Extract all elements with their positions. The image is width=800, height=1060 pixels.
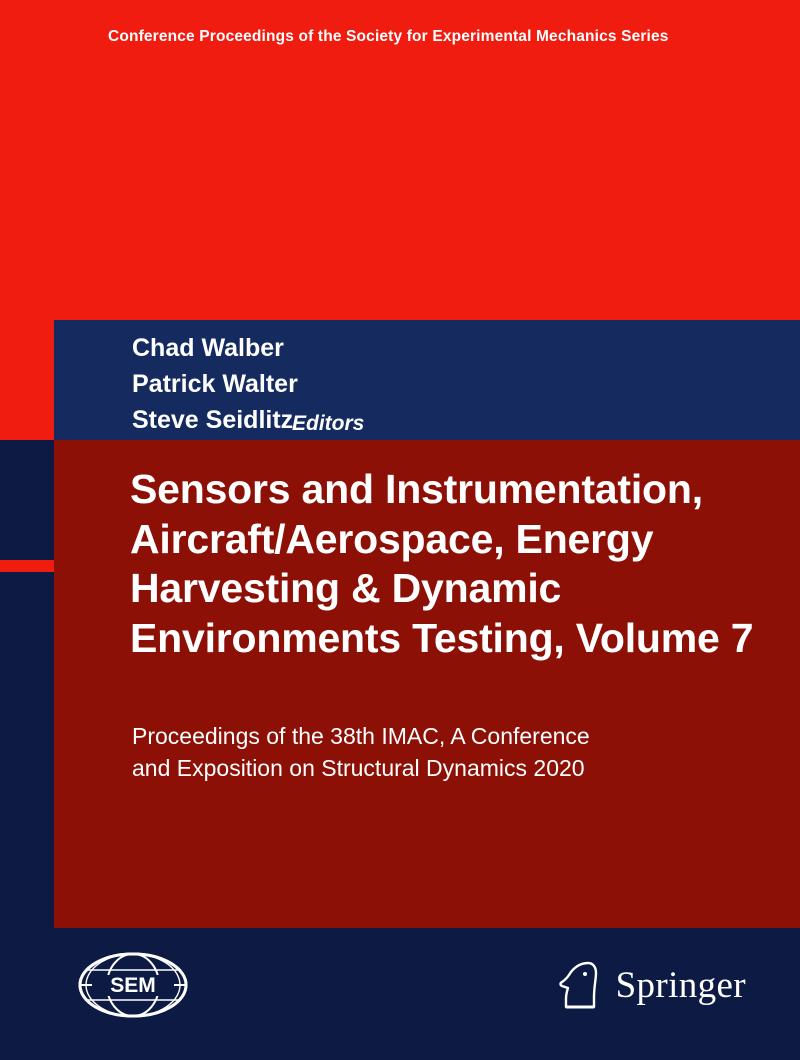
springer-logo xyxy=(556,952,746,1018)
left-red-rail xyxy=(0,320,54,440)
editor-name: Chad Walber xyxy=(132,334,284,362)
subtitle-line-2: and Exposition on Structural Dynamics 2020 xyxy=(132,755,585,782)
subtitle-line-1: Proceedings of the 38th IMAC, A Conference xyxy=(132,723,590,749)
series-title: Conference Proceedings of the Society for Experimental Mechanics Series xyxy=(108,28,669,45)
springer-knight-icon xyxy=(556,957,604,1013)
page-title: Sensors and Instrumentation, Aircraft/Aerospace, Energy Harvesting & Dynamic Environments Testing, Volume 7 xyxy=(130,466,754,661)
book-subtitle xyxy=(132,720,772,784)
editors-block xyxy=(54,320,800,440)
publisher-name: Springer xyxy=(615,964,746,1006)
editors-label: Editors xyxy=(292,412,365,435)
editor-name: Patrick Walter xyxy=(132,370,298,398)
title-panel xyxy=(54,440,800,928)
left-red-stub xyxy=(0,560,54,572)
sem-logo-icon xyxy=(78,952,188,1018)
sem-logo-text: SEM xyxy=(110,974,156,997)
editor-name: Steve Seidlitz xyxy=(132,406,294,434)
